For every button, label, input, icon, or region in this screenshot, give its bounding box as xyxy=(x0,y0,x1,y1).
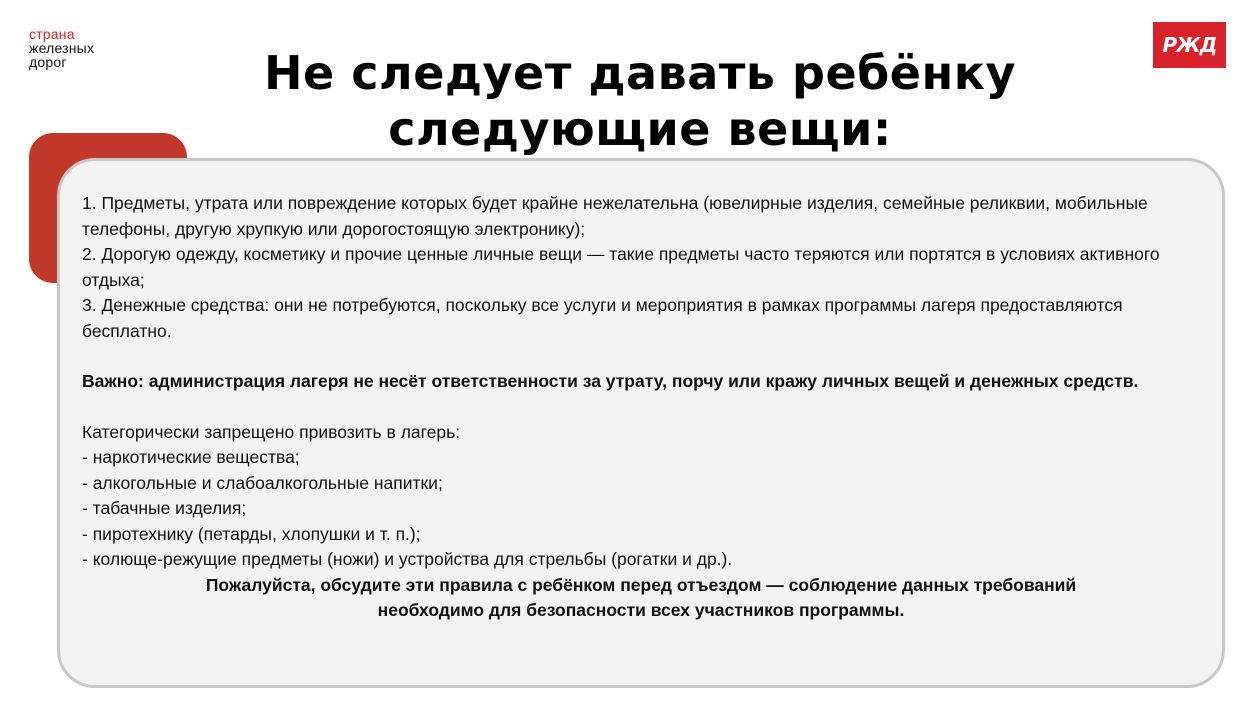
list-item: 1. Предметы, утрата или повреждение которых будет крайне нежелательна (ювелирные изделия, семейные реликвии, мобильные телефоны, другую хрупкую или дорогостоящую электронику); xyxy=(82,193,1148,239)
brand-line-1: страна xyxy=(29,26,75,42)
list-item: 2. Дорогую одежду, косметику и прочие ценные личные вещи — такие предметы часто теряются или портятся в условиях активного отдыха; xyxy=(82,244,1160,290)
closing-line-2: необходимо для безопасности всех участников программы. xyxy=(377,600,905,620)
important-notice: Важно: администрация лагеря не несёт ответственности за утрату, порчу или кражу личных вещей и денежных средств. xyxy=(82,371,1139,391)
brand-line-2: железных xyxy=(29,40,95,56)
closing-note xyxy=(82,573,1200,624)
closing-line-1: Пожалуйста, обсудите эти правила с ребёнком перед отъездом — соблюдение данных требований xyxy=(205,574,1077,595)
prohibited-item: - табачные изделия; xyxy=(82,498,247,518)
prohibited-item: - наркотические вещества; xyxy=(82,447,300,467)
prohibited-item: - алкогольные и слабоалкогольные напитки; xyxy=(82,472,443,493)
title-line-2: следующие вещи: xyxy=(388,102,892,156)
prohibited-item: - колюще-режущие предметы (ножи) и устройства для стрельбы (рогатки и др.). xyxy=(82,549,733,569)
prohibited-heading: Категорически запрещено привозить в лагерь: xyxy=(82,421,461,442)
page-title xyxy=(160,45,1120,157)
brand-line-3: дорог xyxy=(29,54,67,70)
prohibited-item: - пиротехнику (петарды, хлопушки и т. п.); xyxy=(82,523,421,544)
brand-wordmark xyxy=(29,27,94,69)
rzd-logo-text: РЖД xyxy=(1162,33,1217,57)
content-card xyxy=(57,158,1225,688)
list-item: 3. Денежные средства: они не потребуются, поскольку все услуги и мероприятия в рамках программы лагеря предоставляются бесплатно. xyxy=(82,295,1123,341)
rzd-logo xyxy=(1153,22,1226,68)
title-line-1: Не следует давать ребёнку xyxy=(264,46,1016,100)
